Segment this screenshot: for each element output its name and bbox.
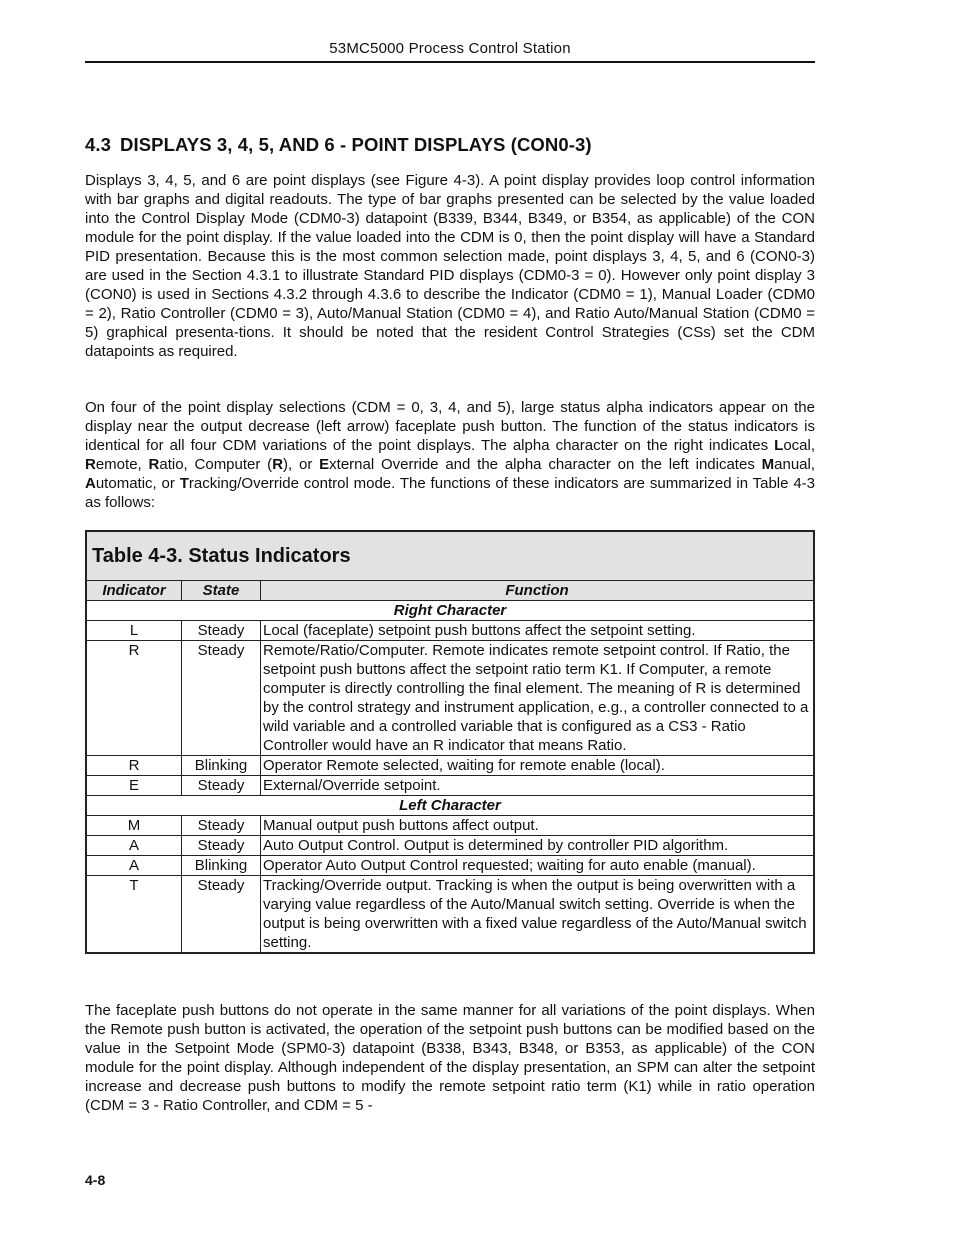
state-cell: Steady xyxy=(182,776,261,796)
table-row xyxy=(86,776,814,796)
column-header-function: Function xyxy=(261,581,815,601)
state-cell: Steady xyxy=(182,621,261,641)
indicator-cell: A xyxy=(86,836,182,856)
state-cell: Steady xyxy=(182,876,261,954)
page-number: 4-8 xyxy=(85,1172,106,1188)
indicator-cell: R xyxy=(86,641,182,756)
function-cell: Tracking/Override output. Tracking is when the output is being overwritten with a varying value regardless of the Auto/Manual switch setting. Override is when the output is being overwritten with a fixed value regardless of the Auto/Manual switch setting. xyxy=(261,876,815,954)
function-cell: Auto Output Control. Output is determined by controller PID algorithm. xyxy=(261,836,815,856)
text-run: utomatic, or xyxy=(95,475,180,492)
bold-letter: R xyxy=(272,456,284,473)
bold-letter: M xyxy=(761,456,775,473)
header-rule xyxy=(85,61,815,63)
function-cell: Remote/Ratio/Computer. Remote indicates remote setpoint control. If Ratio, the setpoint push buttons affect the setpoint ratio term K1. If Computer, a remote computer is directly controlling the final element. The meaning of R is determined by the control strategy and instrument application, e.g., a controller connected to a wild variable and a controlled variable that is configured as a CS3 - Ratio Controller would have an R indicator that means Ratio. xyxy=(261,641,815,756)
bold-letter: A xyxy=(85,475,96,492)
indicator-cell: L xyxy=(86,621,182,641)
indicator-cell: A xyxy=(86,856,182,876)
table-row xyxy=(86,856,814,876)
indicator-cell: T xyxy=(86,876,182,954)
state-cell: Blinking xyxy=(182,856,261,876)
bold-letter: T xyxy=(179,475,189,492)
section-title xyxy=(85,134,815,156)
indicator-cell: M xyxy=(86,816,182,836)
indicator-cell: R xyxy=(86,756,182,776)
column-header-indicator: Indicator xyxy=(86,581,182,601)
text-run: emote, xyxy=(95,456,149,473)
bold-letter: L xyxy=(774,437,784,454)
table-row xyxy=(86,836,814,856)
state-cell: Steady xyxy=(182,836,261,856)
function-cell: Local (faceplate) setpoint push buttons affect the setpoint setting. xyxy=(261,621,815,641)
text-run: atio, Computer ( xyxy=(159,456,273,473)
text-run: xternal Override and the alpha character on the left indicates xyxy=(329,456,762,473)
text-run: racking/Override control mode. The functions of these indicators are summarized in Table 4-3 as follows: xyxy=(85,475,815,511)
group-row-left-character xyxy=(86,796,814,816)
function-cell: Operator Remote selected, waiting for remote enable (local). xyxy=(261,756,815,776)
text-run: ), or xyxy=(283,456,320,473)
table-row xyxy=(86,756,814,776)
table-header-row xyxy=(86,581,814,601)
push-button-paragraph: The faceplate push buttons do not operate in the same manner for all variations of the point displays. When the Remote push button is activated, the operation of the setpoint push buttons can be modified based on the value in the Setpoint Mode (SPM0-3) datapoint (B338, B343, B348, or B353, as applicable) of the CON module for the point display. Although independent of the display presentation, an SPM can alter the setpoint increase and decrease push buttons to modify the remote setpoint ratio term (K1) while in ratio operation (CDM = 3 - Ratio Controller, and CDM = 5 - xyxy=(85,1002,815,1114)
running-header: 53MC5000 Process Control Station xyxy=(329,40,571,57)
table-row xyxy=(86,641,814,756)
group-row-right-character xyxy=(86,601,814,621)
table-row xyxy=(86,876,814,954)
group-label: Right Character xyxy=(86,601,814,621)
table-row xyxy=(86,816,814,836)
state-cell: Steady xyxy=(182,641,261,756)
state-cell: Blinking xyxy=(182,756,261,776)
text-run: anual, xyxy=(774,456,816,473)
bold-letter: E xyxy=(319,456,330,473)
status-indicator-paragraph xyxy=(85,398,815,512)
bold-letter: R xyxy=(85,456,96,473)
section-title-text: DISPLAYS 3, 4, 5, AND 6 - POINT DISPLAYS (CON0-3) xyxy=(120,134,592,155)
function-cell: External/Override setpoint. xyxy=(261,776,815,796)
status-indicators-table xyxy=(85,530,815,954)
group-label: Left Character xyxy=(86,796,814,816)
text-run: On four of the point display selections (CDM = 0, 3, 4, and 5), large status alpha indicators appear on the display near the output decrease (left arrow) faceplate push button. The function of the status indicators is identical for all four CDM variations of the point displays. The alpha character on the right indicates xyxy=(85,399,815,454)
table-title: Table 4-3. Status Indicators xyxy=(86,531,814,581)
column-header-state: State xyxy=(182,581,261,601)
indicator-cell: E xyxy=(86,776,182,796)
section-number: 4.3 xyxy=(85,134,112,155)
function-cell: Operator Auto Output Control requested; waiting for auto enable (manual). xyxy=(261,856,815,876)
text-run: ocal, xyxy=(783,437,815,454)
state-cell: Steady xyxy=(182,816,261,836)
table-row xyxy=(86,621,814,641)
intro-paragraph: Displays 3, 4, 5, and 6 are point displays (see Figure 4-3). A point display provides loop control information with bar graphs and digital readouts. The type of bar graphs presented can be selected by the value loaded into the Control Display Mode (CDM0-3) datapoint (B339, B344, B349, or B354, as applicable) of the CON module for the point display. If the value loaded into the CDM is 0, then the point display will have a Standard PID presentation. Because this is the most common selection made, point displays 3, 4, 5, and 6 (CON0-3) are used in the Section 4.3.1 to illustrate Standard PID displays (CDM0-3 = 0). However only point display 3 (CON0) is used in Sections 4.3.2 through 4.3.6 to describe the Indicator (CDM0 = 1), Manual Loader (CDM0 = 2), Ratio Controller (CDM0 = 3), Auto/Manual Station (CDM0 = 4), and Ratio Auto/Manual Station (CDM0 = 5) graphical presenta-tions. It should be noted that the resident Control Strategies (CSs) set the CDM datapoints as required. xyxy=(85,172,815,360)
function-cell: Manual output push buttons affect output. xyxy=(261,816,815,836)
bold-letter: R xyxy=(148,456,160,473)
